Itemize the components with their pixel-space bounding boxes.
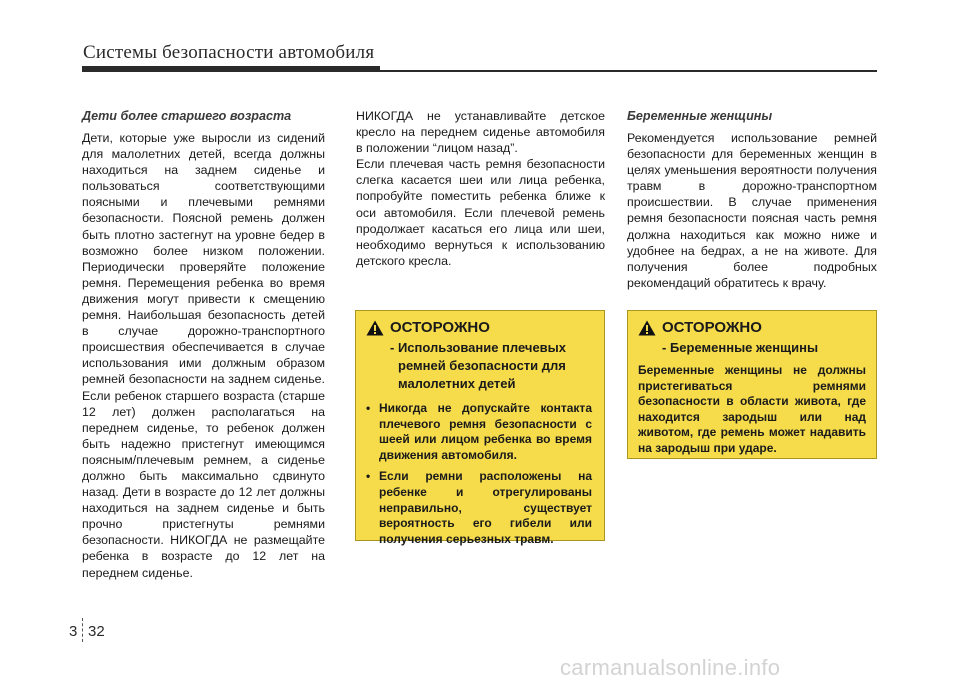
warning-triangle-icon bbox=[366, 320, 384, 336]
column-pregnant-women bbox=[627, 108, 877, 291]
column-older-children bbox=[82, 108, 325, 581]
warning-bullet: • Если ремни расположены на ребенке и отрегулированы неправильно, существует вероятность его гибели или получения серьезных травм. bbox=[366, 469, 592, 546]
section-heading-older-children: Дети более старшего возраста bbox=[82, 109, 292, 123]
warning-bullet: • Никогда не допускайте контакта плечевого ремня безопасности с шеей или лицом ребенка во время движения автомобиля. bbox=[366, 401, 592, 462]
child-seat-paragraph: НИКОГДА не устанавливайте детское кресло на переднем сиденье автомобиля в положении “лицом назад”. Если плечевая часть ремня безопасности слегка касается шеи или лица ребенка, попробуйте поместить ребенка ближе к оси автомобиля. Если плечевой ремень продолжает касаться его лица или шеи, необходимо вернуться к использованию детского кресла. bbox=[356, 109, 605, 268]
chapter-number: 3 bbox=[69, 623, 78, 640]
header-rule-thick bbox=[82, 66, 380, 72]
warning-subtitle: - Беременные женщины bbox=[662, 340, 819, 355]
warning-title-row bbox=[366, 319, 592, 337]
warning-title: ОСТОРОЖНО bbox=[662, 319, 762, 336]
page-header-title: Системы безопасности автомобиля bbox=[83, 42, 375, 63]
footer-separator bbox=[82, 618, 84, 642]
warning-triangle-icon bbox=[638, 320, 656, 336]
warning-title: ОСТОРОЖНО bbox=[390, 319, 490, 336]
warning-title-row bbox=[638, 319, 866, 337]
warning-box-child-belts bbox=[355, 310, 605, 546]
older-children-paragraph: Дети, которые уже выросли из сидений для малолетних детей, всегда должны находиться на заднем сиденье и пользоваться соответствующими поясными и плечевыми ремнями безопасности. Поясной ремень должен быть плотно застегнут на уровне бедер в возможно более низком положении. Периодически проверяйте положение ремня. Перемещения ребенка во время движения могут привести к смещению ремня. Наибольшая безопасность детей в случае дорожно-транспортного происшествия обеспечивается в случае использования ими должным образом ремней безопасности на заднем сиденье. Если ребенок старшего возраста (старше 12 лет) должен располагаться на переднем сиденье, то ребенок должен быть надежно пристегнут имеющимся поясным/плечевым ремнем, а сиденье должно быть максимально сдвинуто назад. Дети в возрасте до 12 лет должны находиться на заднем сиденье и быть прочно пристегнуты ремнями безопасности. НИКОГДА не размещайте ребенка в возрасте до 12 лет на переднем сиденье. bbox=[82, 131, 325, 580]
watermark-text: carmanualsonline.info bbox=[560, 655, 781, 680]
pregnant-women-paragraph: Рекомендуется использование ремней безопасности для беременных женщин в целях уменьшения вероятности получения травм в дорожно-транспортном происшествии. В случае применения ремня безопасности поясная часть ремня должна находиться как можно ниже и удобнее на бедрах, а не на животе. Для получения более подробных рекомендаций обратитесь к врачу. bbox=[627, 131, 877, 290]
column-child-seat-notes bbox=[356, 108, 605, 269]
header-rule-thin bbox=[380, 70, 877, 72]
section-heading-pregnant-women: Беременные женщины bbox=[627, 109, 773, 123]
page-number: 32 bbox=[88, 623, 105, 640]
warning-box-pregnant-women bbox=[627, 310, 877, 459]
warning-body: Беременные женщины не должны пристегиваться ремнями безопасности в области живота, где находится зародыш или над животом, где ремень может надавить на зародыш при ударе. bbox=[638, 363, 866, 455]
warning-subtitle: - Использование плечевых ремней безопасности для малолетних детей bbox=[390, 340, 566, 391]
